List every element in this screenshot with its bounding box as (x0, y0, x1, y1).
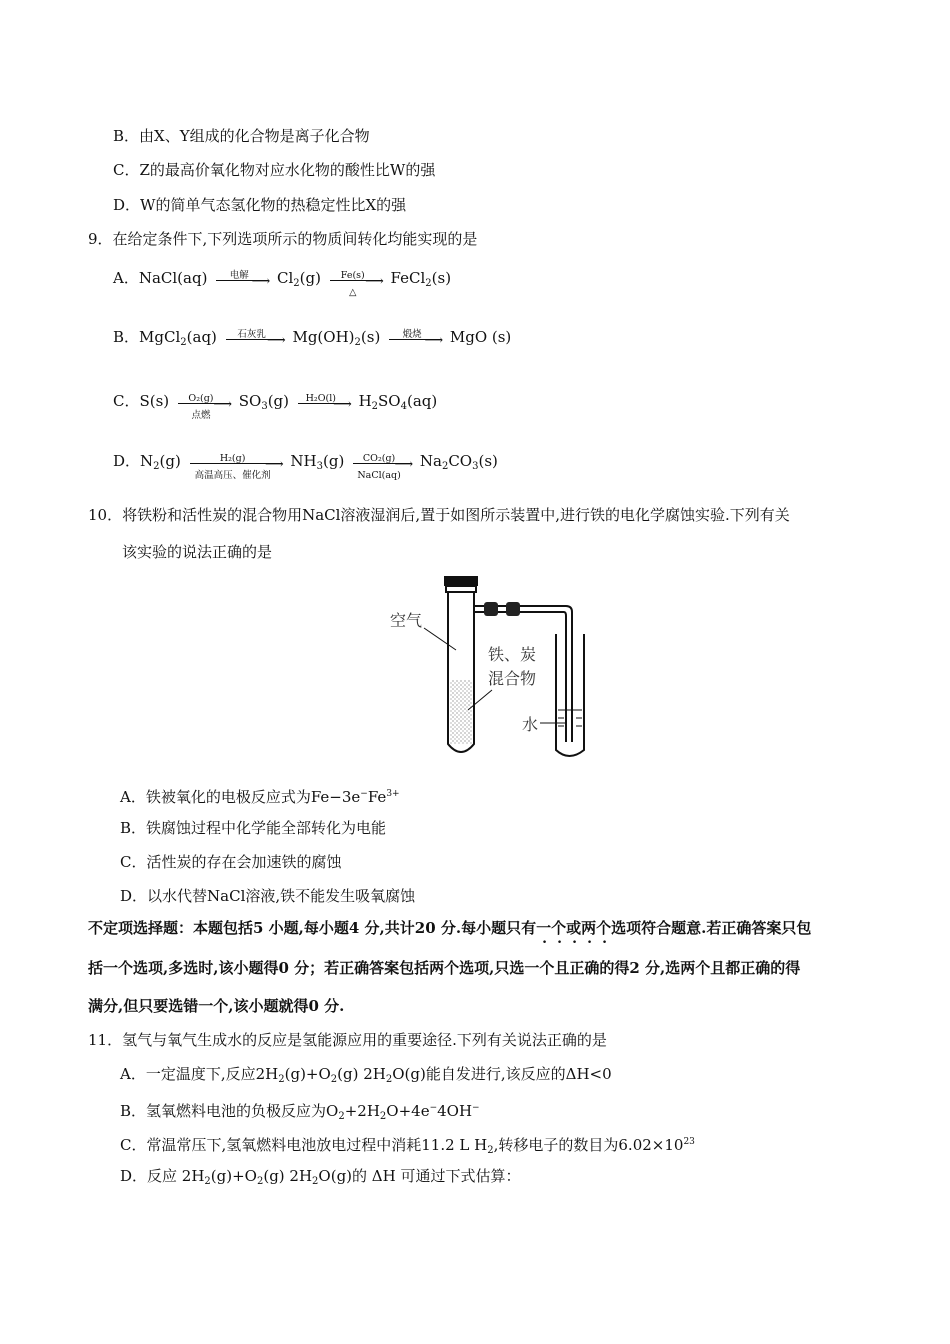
corrosion-apparatus-figure (380, 572, 600, 762)
q10-option-b: B．铁腐蚀过程中化学能全部转化为电能 (120, 819, 387, 837)
q9-option-d: D．$N_2(g)$ H₂(g) ⟶ 高温高压、催化剂 $NH_3(g)$ CO₂(g) ⟶ NaCl(aq) $Na_2CO_3(s)$ (113, 452, 498, 481)
q9-option-c: C．S(s) O₂(g) ⟶ 点燃 $SO_3(g)$ H₂O(l) ⟶ $H_2SO_4(aq)$ (113, 392, 438, 421)
section-instructions-line2: 括一个选项,多选时,该小题得0 分；若正确答案包括两个选项,只选一个且正确的得2 分,选两个且都正确的得 (88, 959, 801, 977)
q10-option-d: D．以水代替NaCl溶液,铁不能发生吸氧腐蚀 (120, 887, 416, 905)
reaction-arrow: H₂(g) ⟶ 高温高压、催化剂 (190, 452, 282, 472)
reaction-arrow: 电解 ⟶ (216, 269, 268, 289)
q10-option-c: C．活性炭的存在会加速铁的腐蚀 (120, 853, 342, 871)
reaction-arrow: Fe(s) ⟶ △ (330, 269, 382, 289)
q11-stem: 11．氢气与氧气生成水的反应是氢能源应用的重要途径.下列有关说法正确的是 (88, 1031, 607, 1049)
section-instructions-line3: 满分,但只要选错一个,该小题就得0 分. (88, 997, 345, 1015)
q9-option-b: B．MgCl$_2$(aq) 石灰乳 ⟶ $Mg(OH)_2(s)$ 煅烧 ⟶ MgO (s) (113, 328, 512, 348)
q11-option-b: B．氢氧燃料电池的负极反应为$O_2+2H_2O+4e^-4OH^-$ (120, 1102, 480, 1122)
label-mixture-1: 铁、炭 (488, 645, 537, 664)
q11-option-a: A．一定温度下,反应$2H_2(g)+O_2(g)$ $2H_2O(g)$能自发进行,该反应的ΔH<0 (120, 1065, 612, 1085)
label-water: 水 (522, 715, 539, 734)
q10-stem-line2: 该实验的说法正确的是 (122, 543, 273, 561)
reaction-arrow: 煅烧 ⟶ (389, 328, 441, 348)
q9-option-a: A．NaCl(aq) 电解 ⟶ $Cl_2(g)$ Fe(s) ⟶ △ FeCl$_2$(s) (113, 269, 452, 298)
q8-option-d: D．W的简单气态氢化物的热稳定性比X的强 (113, 196, 407, 214)
q10-option-a: A．铁被氧化的电极反应式为$Fe-3e^-Fe^{3+}$ (120, 788, 400, 806)
q8-option-c: C．Z的最高价氧化物对应水化物的酸性比W的强 (113, 161, 436, 179)
section-instructions-line1: 不定项选择题：本题包括5 小题,每小题4 分,共计20 分.每小题只有一个或两个选项符合题意.若正确答案只包 (88, 919, 812, 937)
label-mixture-2: 混合物 (488, 669, 537, 688)
reaction-arrow: 石灰乳 ⟶ (226, 328, 284, 348)
reaction-arrow: H₂O(l) ⟶ (298, 392, 350, 412)
q11-option-c: C．常温常压下,氢氧燃料电池放电过程中消耗11.2 L $H_2$,转移电子的数目为$6.02\times 10^{23}$ (120, 1136, 695, 1156)
q8-option-b: B．由X、Y组成的化合物是离子化合物 (113, 127, 370, 145)
q10-stem-line1: 10．将铁粉和活性炭的混合物用NaCl溶液湿润后,置于如图所示装置中,进行铁的电化学腐蚀实验.下列有关 (88, 506, 790, 524)
label-air: 空气 (390, 611, 423, 630)
reaction-arrow: O₂(g) ⟶ 点燃 (178, 392, 230, 412)
q9-stem: 9．在给定条件下,下列选项所示的物质间转化均能实现的是 (88, 230, 478, 248)
q11-option-d: D．反应 $2H_2(g)+O_2(g)$ $2H_2O(g)$的 ΔH 可通过下式估算： (120, 1167, 521, 1187)
reaction-arrow: CO₂(g) ⟶ NaCl(aq) (353, 452, 411, 472)
